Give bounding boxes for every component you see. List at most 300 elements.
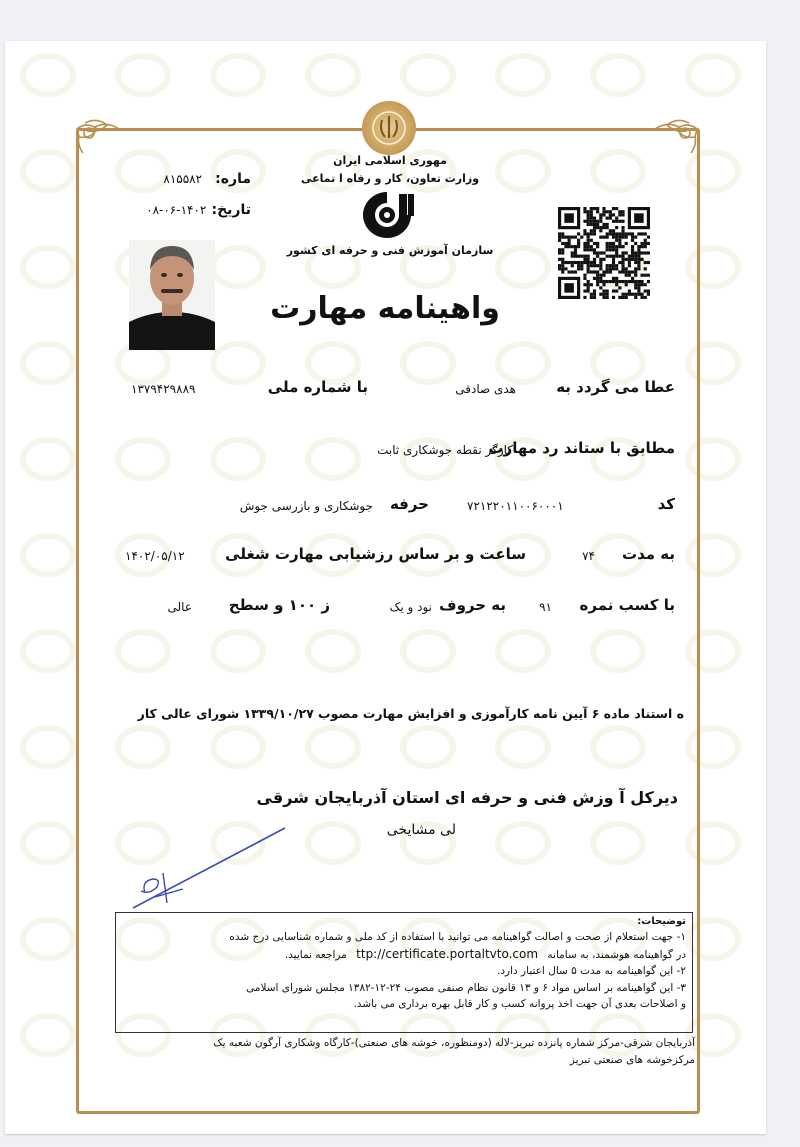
qr-module [628,258,631,261]
qr-module [587,239,590,242]
qr-module [602,280,605,283]
qr-module [618,261,621,264]
qr-module [634,270,637,273]
qr-module [631,270,634,273]
qr-module [634,251,637,254]
watermark-logo-icon [305,53,361,97]
qr-module [606,223,609,226]
date-label: تاریخ: [211,202,251,218]
qr-module [615,232,618,235]
qr-module [637,283,640,286]
qr-module [631,280,634,283]
qr-module [587,258,590,261]
qr-module [628,270,631,273]
qr-module [606,248,609,251]
qr-module [561,251,564,254]
qr-module [621,270,624,273]
code-value: ۷۲۱۲۲۰۱۱۰۰۶۰۰۰۱ [467,499,564,513]
qr-module [612,248,615,251]
qr-module [599,236,602,239]
qr-module [599,267,602,270]
qr-module [583,258,586,261]
qr-module [599,251,602,254]
signatory-title: دیرکل آ وزش فنی و حرفه ای استان آذربایجان شرقی [256,788,678,807]
qr-module [587,283,590,286]
qr-module [596,255,599,258]
qr-module [602,223,605,226]
qr-module [615,248,618,251]
qr-module [587,280,590,283]
qr-module [561,267,564,270]
qr-module [593,232,596,235]
qr-module [612,280,615,283]
qr-module [583,245,586,248]
qr-module [587,270,590,273]
note-text: در گواهینامه هوشمند، به سامانه [547,948,686,961]
qr-module [596,251,599,254]
watermark-logo-icon [20,629,76,673]
qr-module [618,242,621,245]
qr-module [618,255,621,258]
qr-module [580,264,583,267]
qr-module [637,258,640,261]
qr-module [621,245,624,248]
qr-module [558,264,561,267]
qr-module [596,280,599,283]
qr-module [615,245,618,248]
qr-module [640,232,643,235]
qr-module [596,245,599,248]
qr-module [599,213,602,216]
qr-module [602,283,605,286]
qr-module [602,226,605,229]
qr-module [574,236,577,239]
qr-module [631,251,634,254]
qr-module [644,232,647,235]
qr-module [571,245,574,248]
qr-module [596,270,599,273]
qr-module [637,286,640,289]
qr-module [577,245,580,248]
qr-module [625,232,628,235]
watermark-logo-icon [20,821,76,865]
qr-module [612,255,615,258]
qr-module [596,207,599,210]
qr-module [634,283,637,286]
qr-module [621,226,624,229]
qr-module [602,236,605,239]
qr-module [606,280,609,283]
verification-url[interactable]: ttp://certificate.portaltvto.com [356,946,539,961]
qr-module [583,248,586,251]
qr-module [599,286,602,289]
qr-module [602,270,605,273]
qr-module [621,213,624,216]
qr-module [625,258,628,261]
signatory-name: لی مشایخی [386,822,456,838]
qr-module [593,261,596,264]
qr-module [606,226,609,229]
qr-module [621,236,624,239]
trade-label: حرفه [389,495,429,513]
qr-module [612,220,615,223]
qr-module [587,255,590,258]
qr-module [612,232,615,235]
number-label: ماره: [215,171,251,187]
qr-module [609,217,612,220]
qr-module [587,245,590,248]
header-ministry: وزارت تعاون، کار و رفاه ا تماعی [300,172,480,185]
qr-finder [564,213,574,223]
qr-module [612,267,615,270]
watermark-logo-icon [20,437,76,481]
qr-module [593,242,596,245]
qr-module [599,258,602,261]
qr-module [568,270,571,273]
note-line: و اصلاحات بعدی آن جهت اخذ پروانه کسب و کار قابل بهره برداری می باشد. [353,998,686,1010]
qr-module [644,267,647,270]
notes-box [115,912,693,1033]
qr-module [580,261,583,264]
qr-module [590,270,593,273]
qr-module [574,261,577,264]
qr-module [609,280,612,283]
qr-module [631,277,634,280]
qr-module [606,270,609,273]
qr-finder [634,213,644,223]
qr-module [637,280,640,283]
qr-module [571,270,574,273]
score-label: با کسب نمره [579,596,675,614]
qr-module [647,242,650,245]
qr-module [609,213,612,216]
tvto-gear-logo-icon [359,190,415,240]
qr-module [571,255,574,258]
qr-module [647,280,650,283]
qr-module [637,251,640,254]
qr-module [599,274,602,277]
qr-module [618,280,621,283]
qr-module [634,274,637,277]
qr-module [644,242,647,245]
number-value: ۸۱۵۵۸۲ [163,172,203,186]
qr-module [612,245,615,248]
qr-module [606,232,609,235]
qr-module [558,258,561,261]
qr-module [561,232,564,235]
granted-to-value: هدی صادقی [455,382,516,396]
qr-module [590,223,593,226]
qr-module [606,242,609,245]
qr-module [625,236,628,239]
notes-heading: توضیحات: [637,916,686,927]
qr-module [618,236,621,239]
qr-module [587,286,590,289]
watermark-logo-icon [210,53,266,97]
qr-module [631,258,634,261]
qr-module [609,255,612,258]
qr-module [599,264,602,267]
qr-module [606,245,609,248]
qr-code [558,207,650,299]
qr-module [628,232,631,235]
qr-module [634,286,637,289]
qr-module [644,251,647,254]
standard-value: کارگر نقطه جوشکاری ثابت [377,443,513,457]
qr-module [599,280,602,283]
qr-module [587,242,590,245]
iran-emblem-icon [362,101,416,155]
qr-module [621,255,624,258]
qr-module [612,264,615,267]
qr-module [625,270,628,273]
qr-module [640,242,643,245]
note-line [122,946,686,964]
qr-module [564,261,567,264]
qr-module [602,251,605,254]
qr-module [599,217,602,220]
qr-module [618,245,621,248]
qr-module [640,274,643,277]
qr-module [609,242,612,245]
qr-module [583,277,586,280]
qr-module [580,236,583,239]
watermark-logo-icon [495,53,551,97]
training-center-address [115,1035,695,1069]
qr-module [612,258,615,261]
qr-module [593,264,596,267]
certificate-date [115,199,251,218]
standard-label: مطابق با ستاند رد مهارت [488,439,675,457]
qr-module [637,232,640,235]
qr-module [637,261,640,264]
qr-module [606,217,609,220]
qr-module [593,251,596,254]
note-text: مراجعه نمایید. [284,948,347,961]
qr-module [590,232,593,235]
qr-module [612,229,615,232]
qr-module [602,210,605,213]
national-id-label: با شماره ملی [267,378,368,396]
qr-module [618,210,621,213]
note-line: ۲- این گواهینامه به مدت ۵ سال اعتبار دارد. [497,965,686,977]
qr-module [625,242,628,245]
qr-module [615,251,618,254]
duration-value: ۷۴ [582,549,595,563]
qr-module [631,245,634,248]
watermark-logo-icon [20,53,76,97]
qr-module [621,220,624,223]
qr-module [577,255,580,258]
qr-module [583,232,586,235]
qr-module [615,239,618,242]
qr-module [577,239,580,242]
qr-module [583,210,586,213]
watermark-logo-icon [115,53,171,97]
qr-module [615,207,618,210]
qr-module [596,210,599,213]
qr-module [590,220,593,223]
qr-module [606,236,609,239]
watermark-logo-icon [20,533,76,577]
assessment-date: ۱۴۰۲/۰۵/۱۲ [125,549,185,563]
qr-module [612,207,615,210]
qr-module [621,251,624,254]
watermark-logo-icon [20,917,76,961]
qr-module [637,264,640,267]
qr-module [644,239,647,242]
qr-module [637,267,640,270]
qr-module [599,220,602,223]
qr-module [596,226,599,229]
qr-module [634,236,637,239]
qr-module [590,207,593,210]
qr-module [590,239,593,242]
qr-module [609,248,612,251]
qr-module [561,242,564,245]
qr-module [615,220,618,223]
qr-module [609,210,612,213]
qr-module [647,236,650,239]
qr-module [596,283,599,286]
qr-module [621,264,624,267]
qr-module [609,267,612,270]
qr-module [564,245,567,248]
qr-module [625,267,628,270]
qr-module [628,280,631,283]
qr-module [618,286,621,289]
assessment-label: ساعت و بر ساس رزشیابی مهارت شغلی [225,545,526,563]
qr-module [609,232,612,235]
address-line-1: آذربایجان شرقی-مرکز شماره پانزده تبریز-لاله (دومنظوره، خوشه های صنعتی)-کارگاه وشکاری آرگون شعبه یک [213,1037,695,1049]
address-line-2: مرکزخوشه های صنعتی تبریز [569,1054,695,1066]
qr-module [571,264,574,267]
qr-module [621,261,624,264]
qr-module [577,232,580,235]
qr-module [609,229,612,232]
qr-module [583,255,586,258]
qr-module [593,258,596,261]
qr-module [615,255,618,258]
qr-module [640,258,643,261]
qr-module [583,220,586,223]
qr-module [606,264,609,267]
qr-module [634,242,637,245]
header-organization: سازمان آموزش فنی و حرفه ای کشور [286,244,494,257]
qr-module [606,255,609,258]
qr-module [590,248,593,251]
qr-module [558,239,561,242]
qr-module [634,258,637,261]
qr-module [568,261,571,264]
qr-module [599,229,602,232]
qr-module [640,280,643,283]
trade-value: جوشکاری و بازرسی جوش [239,499,373,513]
watermark-logo-icon [685,53,741,97]
qr-module [621,210,624,213]
qr-module [593,207,596,210]
qr-module [631,239,634,242]
qr-module [625,283,628,286]
qr-module [583,274,586,277]
qr-module [593,220,596,223]
qr-module [625,251,628,254]
qr-module [596,242,599,245]
qr-module [631,232,634,235]
qr-module [628,274,631,277]
qr-module [587,236,590,239]
qr-module [615,280,618,283]
signature [123,823,293,913]
qr-module [574,248,577,251]
qr-module [612,242,615,245]
out-of-label: ز ۱۰۰ و سطح [228,596,330,614]
watermark-logo-icon [20,1013,76,1057]
qr-module [596,220,599,223]
watermark-logo-icon [590,53,646,97]
qr-module [561,236,564,239]
header-country: مهوری اسلامی ایران [333,154,447,167]
qr-module [596,274,599,277]
qr-module [618,270,621,273]
qr-module [596,277,599,280]
qr-module [571,251,574,254]
qr-module [568,239,571,242]
qr-module [602,213,605,216]
qr-module [628,255,631,258]
qr-module [583,261,586,264]
qr-module [568,245,571,248]
qr-module [583,229,586,232]
qr-module [561,258,564,261]
qr-module [587,261,590,264]
qr-module [644,245,647,248]
qr-module [587,232,590,235]
qr-module [615,264,618,267]
qr-module [634,255,637,258]
duration-label: به مدت [622,545,675,563]
qr-module [558,248,561,251]
qr-module [621,280,624,283]
qr-module [571,261,574,264]
qr-module [634,280,637,283]
qr-module [599,226,602,229]
qr-module [590,261,593,264]
qr-module [577,261,580,264]
qr-module [574,255,577,258]
code-label: کد [657,495,675,513]
qr-module [580,267,583,270]
qr-module [640,251,643,254]
legal-basis: ه استناد ماده ۶ آیین نامه کارآموزی و افزایش مهارت مصوب ۱۳۳۹/۱۰/۲۷ شورای عالی کار [137,706,684,721]
national-id-value: ۱۳۷۹۴۲۹۸۸۹ [131,382,196,396]
qr-module [628,264,631,267]
qr-module [564,236,567,239]
qr-module [640,283,643,286]
qr-module [583,283,586,286]
qr-module [615,217,618,220]
qr-module [640,245,643,248]
qr-module [571,236,574,239]
certificate-title: واهینامه مهارت [270,291,500,326]
qr-module [634,261,637,264]
qr-module [615,277,618,280]
score-words-label: به حروف [439,596,506,614]
watermark-logo-icon [400,53,456,97]
note-line: ۳- این گواهینامه بر اساس مواد ۶ و ۱۳ قانون نظام صنفی مصوب ۲۴-۱۲-۱۳۸۲ مجلس شورای اسلامی [246,981,686,994]
qr-module [590,264,593,267]
qr-module [593,229,596,232]
